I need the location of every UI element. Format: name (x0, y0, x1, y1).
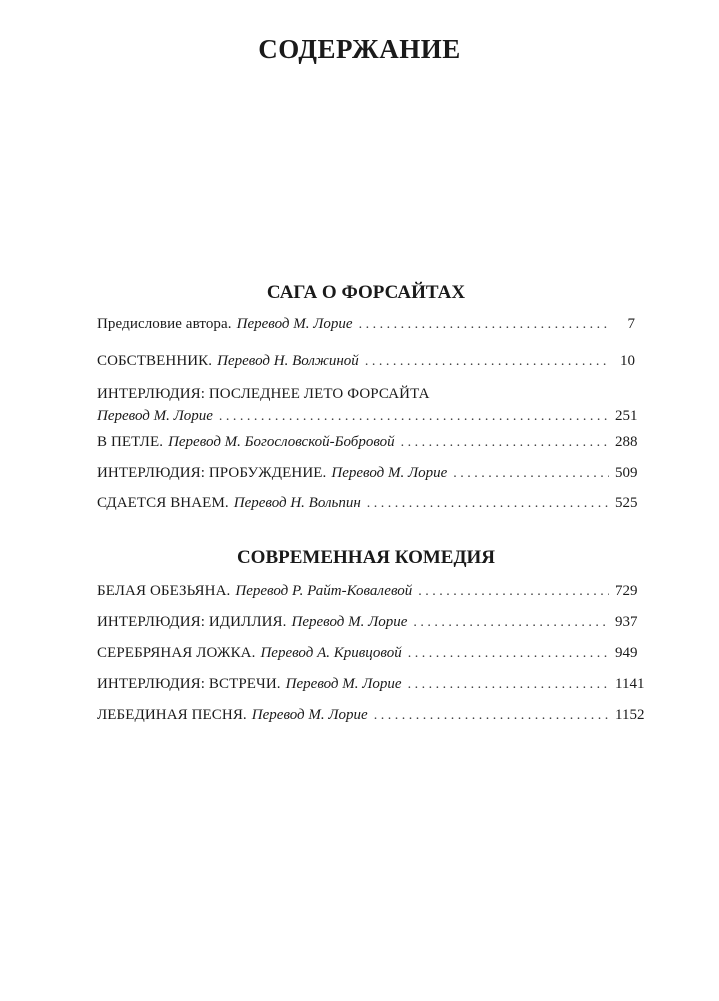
entry-translator: Перевод М. Лорие (251, 707, 368, 723)
entry-page: 525 (615, 495, 638, 511)
dot-leader (413, 613, 609, 633)
entry-title: ИНТЕРЛЮДИЯ: ВСТРЕЧИ. (97, 676, 281, 692)
toc-entry-white-monkey[interactable] (97, 581, 638, 602)
dot-leader (365, 352, 609, 372)
entry-translator: Перевод А. Кривцовой (260, 645, 402, 661)
dot-leader (359, 315, 609, 335)
section-title: САГА О ФОРСАЙТАХ (266, 282, 466, 303)
section-saga (97, 281, 638, 521)
section-modern-comedy (97, 546, 645, 736)
entry-title: Предисловие автора. (97, 316, 232, 332)
entry-title: СДАЕТСЯ ВНАЕМ. (97, 495, 229, 511)
entry-translator: Перевод М. Лорие (285, 676, 402, 692)
toc-entry-preface[interactable] (97, 314, 635, 335)
page-title: СОДЕРЖАНИЕ (258, 34, 461, 64)
entry-page: 729 (615, 583, 638, 599)
toc-entry-swan-song[interactable] (97, 705, 645, 726)
dot-leader (418, 582, 609, 602)
entry-title: ИНТЕРЛЮДИЯ: ПОСЛЕДНЕЕ ЛЕТО ФОРСАЙТА (97, 386, 430, 402)
entry-translator: Перевод М. Лорие (291, 614, 408, 630)
entry-title: ЛЕБЕДИНАЯ ПЕСНЯ. (97, 707, 247, 723)
entry-translator: Перевод М. Богословской-Бобровой (168, 434, 395, 450)
dot-leader (401, 433, 609, 453)
entry-title: СОБСТВЕННИК. (97, 353, 213, 369)
entry-page: 10 (620, 353, 635, 369)
entry-translator: Перевод М. Лорие (97, 408, 213, 424)
section-title: СОВРЕМЕННАЯ КОМЕДИЯ (236, 547, 496, 568)
dot-leader (453, 464, 609, 484)
entry-title: В ПЕТЛЕ. (97, 434, 164, 450)
entry-translator: Перевод Н. Вольпин (233, 495, 361, 511)
toc-entry-v-petle[interactable] (97, 432, 638, 453)
entry-page: 7 (627, 316, 635, 332)
entry-title: ИНТЕРЛЮДИЯ: ПРОБУЖДЕНИЕ. (97, 465, 327, 481)
entry-page: 1152 (615, 707, 645, 723)
toc-entry-interlude-summer[interactable] (97, 384, 638, 427)
entry-translator: Перевод М. Лорие (331, 465, 448, 481)
toc-entry-silver-spoon[interactable] (97, 643, 638, 664)
entry-page: 509 (615, 465, 638, 481)
entry-title: ИНТЕРЛЮДИЯ: ИДИЛЛИЯ. (97, 614, 287, 630)
entry-page: 1141 (615, 676, 645, 692)
dot-leader (367, 494, 609, 514)
toc-entry-interlude-meetings[interactable] (97, 674, 645, 695)
dot-leader (408, 644, 609, 664)
entry-page: 937 (615, 614, 638, 630)
entry-translator: Перевод М. Лорие (236, 316, 353, 332)
dot-leader (219, 407, 609, 427)
toc-entry-interlude-awakening[interactable] (97, 463, 638, 484)
entry-page: 949 (615, 645, 638, 661)
entry-page: 251 (615, 408, 638, 424)
entry-title: БЕЛАЯ ОБЕЗЬЯНА. (97, 583, 231, 599)
dot-leader (374, 706, 609, 726)
entry-translator: Перевод Р. Райт-Ковалевой (235, 583, 413, 599)
dot-leader (408, 675, 609, 695)
toc-entry-interlude-idyll[interactable] (97, 612, 638, 633)
entry-page: 288 (615, 434, 638, 450)
entry-translator: Перевод Н. Волжиной (217, 353, 359, 369)
toc-entry-to-let[interactable] (97, 493, 638, 514)
toc-entry-sobstvennik[interactable] (97, 351, 635, 372)
entry-title: СЕРЕБРЯНАЯ ЛОЖКА. (97, 645, 256, 661)
